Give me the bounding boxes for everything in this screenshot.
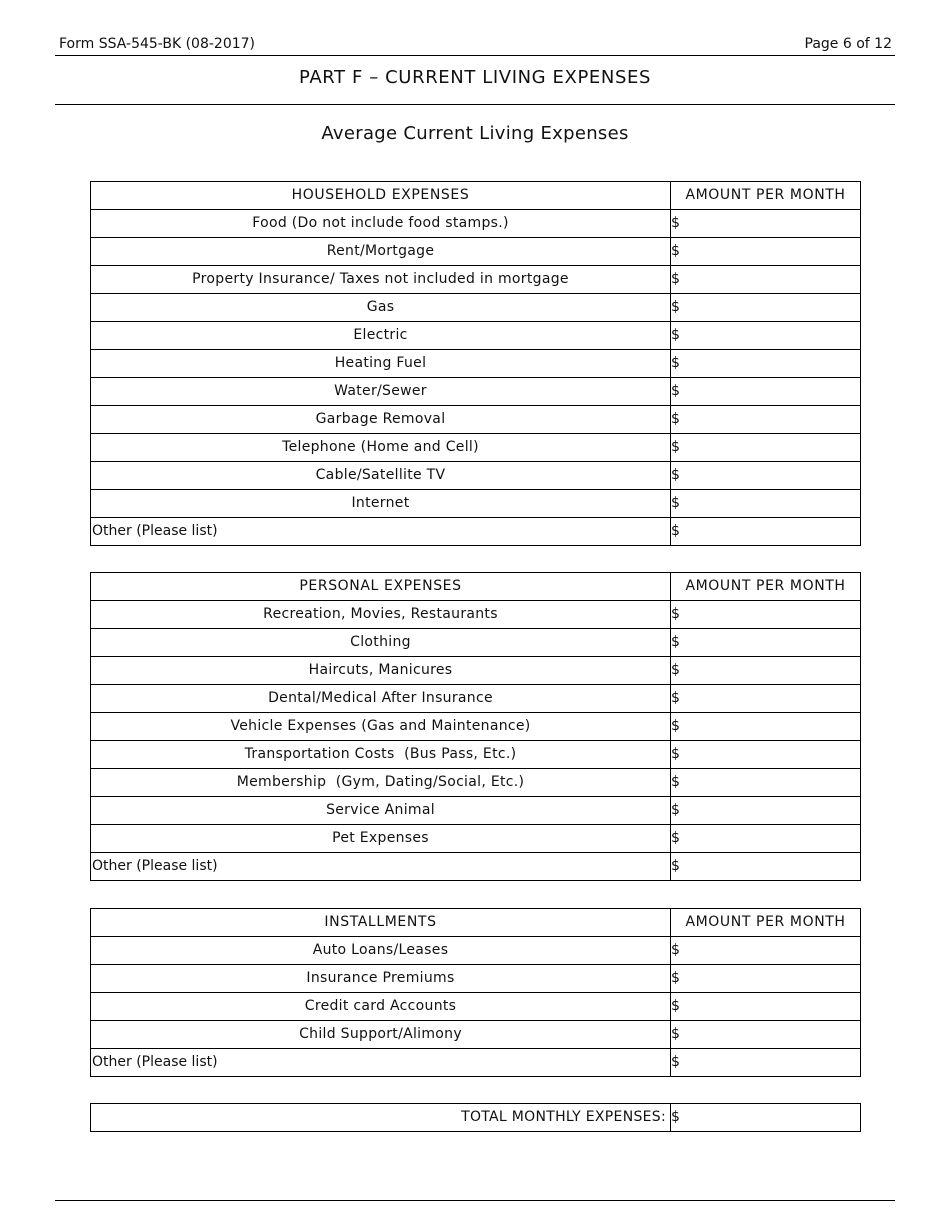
expense-label: Garbage Removal: [91, 406, 671, 434]
amount-field[interactable]: $: [671, 238, 861, 266]
amount-field[interactable]: $: [671, 741, 861, 769]
expense-label: Gas: [91, 294, 671, 322]
table-row: [91, 601, 861, 629]
table-row: [91, 266, 861, 294]
installments-table: [90, 908, 861, 1077]
amount-header: AMOUNT PER MONTH: [671, 182, 861, 210]
expense-label: Internet: [91, 490, 671, 518]
table-row: [91, 518, 861, 546]
table-row: [91, 629, 861, 657]
table-row: [91, 210, 861, 238]
other-expense-field[interactable]: Other (Please list): [91, 1049, 671, 1077]
expense-label: Service Animal: [91, 797, 671, 825]
expense-label: Food (Do not include food stamps.): [91, 210, 671, 238]
expense-label: Transportation Costs (Bus Pass, Etc.): [91, 741, 671, 769]
table-row: [91, 462, 861, 490]
table-row: [91, 937, 861, 965]
amount-field[interactable]: $: [671, 518, 861, 546]
expense-label: Water/Sewer: [91, 378, 671, 406]
amount-field[interactable]: $: [671, 434, 861, 462]
amount-field[interactable]: $: [671, 210, 861, 238]
expense-label: Membership (Gym, Dating/Social, Etc.): [91, 769, 671, 797]
amount-field[interactable]: $: [671, 853, 861, 881]
table-row: [91, 741, 861, 769]
total-label: TOTAL MONTHLY EXPENSES:: [91, 1104, 671, 1132]
expense-label: Auto Loans/Leases: [91, 937, 671, 965]
amount-field[interactable]: $: [671, 490, 861, 518]
table-row: [91, 322, 861, 350]
other-expense-field[interactable]: Other (Please list): [91, 853, 671, 881]
table-header-row: [91, 909, 861, 937]
page-subtitle: Average Current Living Expenses: [321, 123, 629, 144]
household-expenses-table: [90, 181, 861, 546]
expense-label: Recreation, Movies, Restaurants: [91, 601, 671, 629]
total-table: [90, 1103, 861, 1132]
expense-label: Cable/Satellite TV: [91, 462, 671, 490]
installments-heading: INSTALLMENTS: [91, 909, 671, 937]
expense-label: Vehicle Expenses (Gas and Maintenance): [91, 713, 671, 741]
expense-label: Haircuts, Manicures: [91, 657, 671, 685]
table-row: [91, 797, 861, 825]
expense-label: Clothing: [91, 629, 671, 657]
amount-field[interactable]: $: [671, 378, 861, 406]
total-amount-field[interactable]: $: [671, 1104, 861, 1132]
table-row: [91, 490, 861, 518]
table-row: [91, 406, 861, 434]
table-row: [91, 1049, 861, 1077]
amount-field[interactable]: $: [671, 797, 861, 825]
table-row: [91, 350, 861, 378]
table-row: [91, 378, 861, 406]
page-number: Page 6 of 12: [804, 36, 892, 52]
amount-field[interactable]: $: [671, 462, 861, 490]
amount-field[interactable]: $: [671, 1021, 861, 1049]
table-row: [91, 853, 861, 881]
expense-label: Heating Fuel: [91, 350, 671, 378]
other-expense-field[interactable]: Other (Please list): [91, 518, 671, 546]
amount-field[interactable]: $: [671, 406, 861, 434]
amount-field[interactable]: $: [671, 294, 861, 322]
form-id: Form SSA-545-BK (08-2017): [59, 36, 255, 52]
title-divider: [55, 104, 895, 105]
amount-field[interactable]: $: [671, 993, 861, 1021]
table-row: [91, 965, 861, 993]
table-row: [91, 769, 861, 797]
amount-field[interactable]: $: [671, 769, 861, 797]
header-divider: [55, 55, 895, 56]
amount-field[interactable]: $: [671, 937, 861, 965]
amount-field[interactable]: $: [671, 713, 861, 741]
amount-field[interactable]: $: [671, 322, 861, 350]
amount-header: AMOUNT PER MONTH: [671, 573, 861, 601]
table-row: [91, 238, 861, 266]
table-row: [91, 294, 861, 322]
table-row: [91, 1021, 861, 1049]
expense-label: Credit card Accounts: [91, 993, 671, 1021]
amount-field[interactable]: $: [671, 825, 861, 853]
household-heading: HOUSEHOLD EXPENSES: [91, 182, 671, 210]
total-row: [91, 1104, 861, 1132]
expense-label: Telephone (Home and Cell): [91, 434, 671, 462]
expense-label: Insurance Premiums: [91, 965, 671, 993]
table-row: [91, 657, 861, 685]
amount-field[interactable]: $: [671, 1049, 861, 1077]
personal-expenses-table: [90, 572, 861, 881]
amount-field[interactable]: $: [671, 965, 861, 993]
expense-label: Child Support/Alimony: [91, 1021, 671, 1049]
amount-field[interactable]: $: [671, 685, 861, 713]
expense-label: Dental/Medical After Insurance: [91, 685, 671, 713]
amount-field[interactable]: $: [671, 629, 861, 657]
expense-label: Pet Expenses: [91, 825, 671, 853]
table-row: [91, 825, 861, 853]
table-row: [91, 993, 861, 1021]
table-row: [91, 434, 861, 462]
part-title: PART F – CURRENT LIVING EXPENSES: [299, 67, 651, 88]
amount-field[interactable]: $: [671, 350, 861, 378]
expense-label: Rent/Mortgage: [91, 238, 671, 266]
table-header-row: [91, 182, 861, 210]
amount-field[interactable]: $: [671, 657, 861, 685]
amount-field[interactable]: $: [671, 601, 861, 629]
amount-header: AMOUNT PER MONTH: [671, 909, 861, 937]
expense-label: Property Insurance/ Taxes not included in mortgage: [91, 266, 671, 294]
personal-heading: PERSONAL EXPENSES: [91, 573, 671, 601]
table-row: [91, 713, 861, 741]
amount-field[interactable]: $: [671, 266, 861, 294]
footer-divider: [55, 1200, 895, 1201]
table-row: [91, 685, 861, 713]
table-header-row: [91, 573, 861, 601]
expense-label: Electric: [91, 322, 671, 350]
